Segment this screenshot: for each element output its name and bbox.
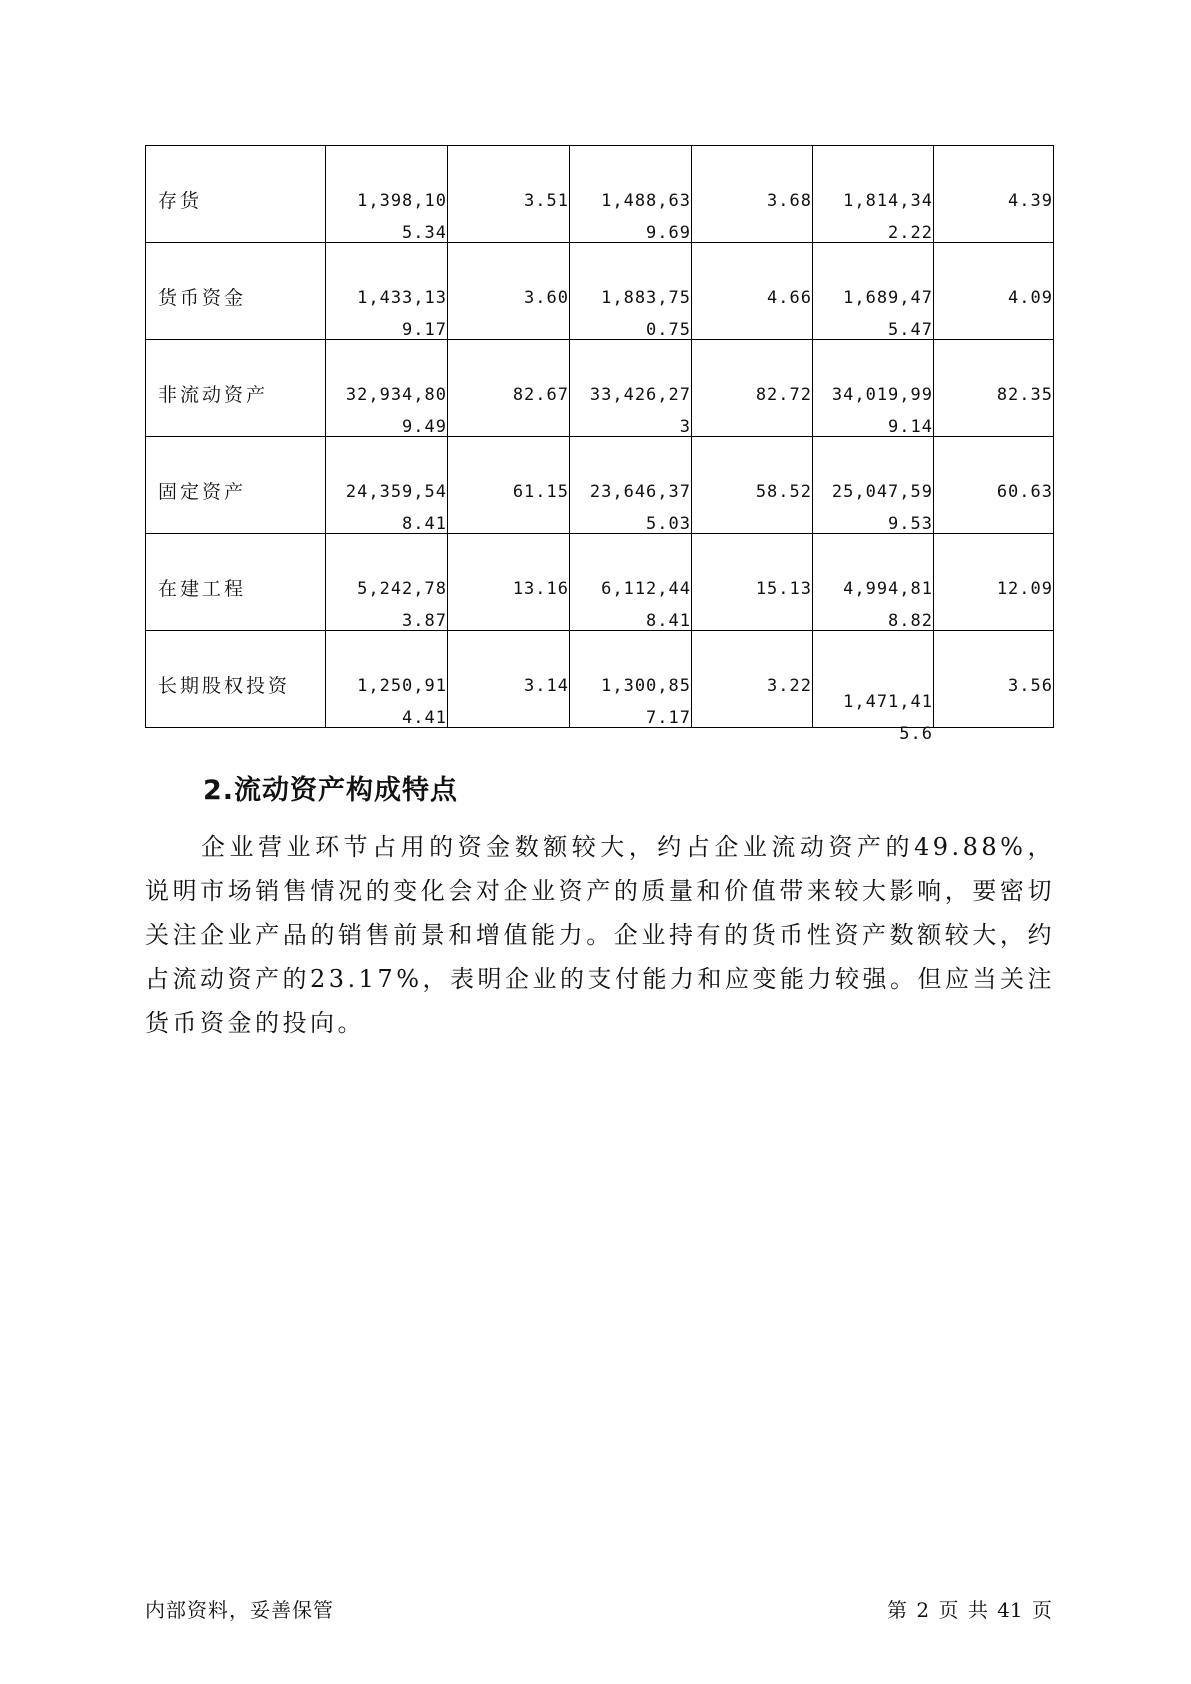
value-text: 32,934,809.49: [345, 385, 447, 437]
value-text: 6,112,448.41: [601, 579, 691, 631]
percent-text: 4.66: [767, 288, 812, 308]
percent-text: 82.35: [996, 385, 1053, 405]
value-cell: [326, 534, 448, 631]
section-heading: 2.流动资产构成特点: [203, 775, 459, 806]
value-cell: [570, 534, 692, 631]
body-paragraph: 企业营业环节占用的资金数额较大，约占企业流动资产的49.88%，说明市场销售情况的变化会对企业资产的质量和价值带来较大影响，要密切关注企业产品的销售前景和增值能力。企业持有的货币性资产数额较大，约占流动资产的23.17%，表明企业的支付能力和应变能力较强。但应当关注货币资金的投向。: [145, 833, 1056, 1037]
table-row: [146, 534, 1054, 631]
table-row: [146, 631, 1054, 728]
value-text: 1,814,342.22: [843, 191, 933, 243]
value-text: 1,689,475.47: [843, 288, 933, 340]
percent-cell: [692, 437, 813, 534]
row-label-cell: [146, 243, 326, 340]
percent-cell: [448, 340, 570, 437]
value-text: 24,359,548.41: [345, 482, 447, 534]
footer-confidential-note: 内部资料，妥善保管: [145, 1598, 334, 1622]
table-row: [146, 146, 1054, 243]
percent-text: 3.60: [524, 288, 569, 308]
percent-cell: [692, 631, 813, 728]
value-text: 1,398,105.34: [357, 191, 447, 243]
row-label: 在建工程: [158, 578, 247, 600]
value-text: 4,994,818.82: [843, 579, 933, 631]
percent-cell: [934, 534, 1054, 631]
value-text: 33,426,273: [589, 385, 691, 437]
row-label-cell: [146, 437, 326, 534]
value-cell: [570, 437, 692, 534]
value-cell: [570, 631, 692, 728]
row-label: 非流动资产: [158, 384, 269, 406]
percent-text: 3.14: [524, 676, 569, 696]
value-cell: [570, 340, 692, 437]
value-cell: [326, 340, 448, 437]
financial-table: [145, 145, 1054, 744]
row-label-cell: [146, 340, 326, 437]
value-text: 1,471,415.6: [843, 692, 933, 744]
value-text: 1,488,639.69: [601, 191, 691, 243]
percent-cell: [934, 631, 1054, 728]
table-row: [146, 243, 1054, 340]
percent-cell: [692, 340, 813, 437]
value-cell: [813, 631, 934, 744]
value-cell: [813, 437, 934, 534]
percent-text: 3.22: [767, 676, 812, 696]
percent-text: 3.68: [767, 191, 812, 211]
value-cell: [813, 534, 934, 631]
value-text: 5,242,783.87: [357, 579, 447, 631]
row-label: 货币资金: [158, 287, 247, 309]
percent-cell: [448, 631, 570, 728]
row-label: 存货: [158, 190, 203, 212]
percent-cell: [692, 243, 813, 340]
percent-text: 15.13: [755, 579, 812, 599]
value-cell: [326, 437, 448, 534]
percent-text: 13.16: [512, 579, 569, 599]
value-cell: [326, 631, 448, 728]
value-cell: [813, 340, 934, 437]
percent-cell: [692, 534, 813, 631]
value-cell: [326, 243, 448, 340]
row-label-cell: [146, 146, 326, 243]
percent-text: 3.51: [524, 191, 569, 211]
value-text: 25,047,599.53: [831, 482, 933, 534]
value-cell: [570, 146, 692, 243]
footer-page-number: 第 2 页 共 41 页: [887, 1598, 1052, 1622]
value-text: 1,300,857.17: [601, 676, 691, 728]
value-text: 34,019,999.14: [831, 385, 933, 437]
value-text: 1,250,914.41: [357, 676, 447, 728]
percent-cell: [448, 146, 570, 243]
percent-text: 82.72: [755, 385, 812, 405]
percent-text: 3.56: [1008, 676, 1053, 696]
percent-cell: [448, 534, 570, 631]
percent-cell: [934, 243, 1054, 340]
percent-cell: [692, 146, 813, 243]
percent-cell: [448, 243, 570, 340]
percent-cell: [934, 437, 1054, 534]
value-text: 1,883,750.75: [601, 288, 691, 340]
value-cell: [326, 146, 448, 243]
percent-text: 60.63: [996, 482, 1053, 502]
percent-cell: [934, 340, 1054, 437]
value-text: 1,433,139.17: [357, 288, 447, 340]
value-text: 23,646,375.03: [589, 482, 691, 534]
percent-text: 61.15: [512, 482, 569, 502]
row-label-cell: [146, 631, 326, 728]
percent-cell: [448, 437, 570, 534]
row-label-cell: [146, 534, 326, 631]
table-row: [146, 340, 1054, 437]
percent-text: 4.09: [1008, 288, 1053, 308]
value-cell: [813, 146, 934, 243]
percent-cell: [934, 146, 1054, 243]
percent-text: 4.39: [1008, 191, 1053, 211]
percent-text: 82.67: [512, 385, 569, 405]
value-cell: [570, 243, 692, 340]
value-cell: [813, 243, 934, 340]
row-label: 长期股权投资: [158, 675, 291, 697]
percent-text: 58.52: [755, 482, 812, 502]
table-row: [146, 437, 1054, 534]
row-label: 固定资产: [158, 481, 247, 503]
percent-text: 12.09: [996, 579, 1053, 599]
